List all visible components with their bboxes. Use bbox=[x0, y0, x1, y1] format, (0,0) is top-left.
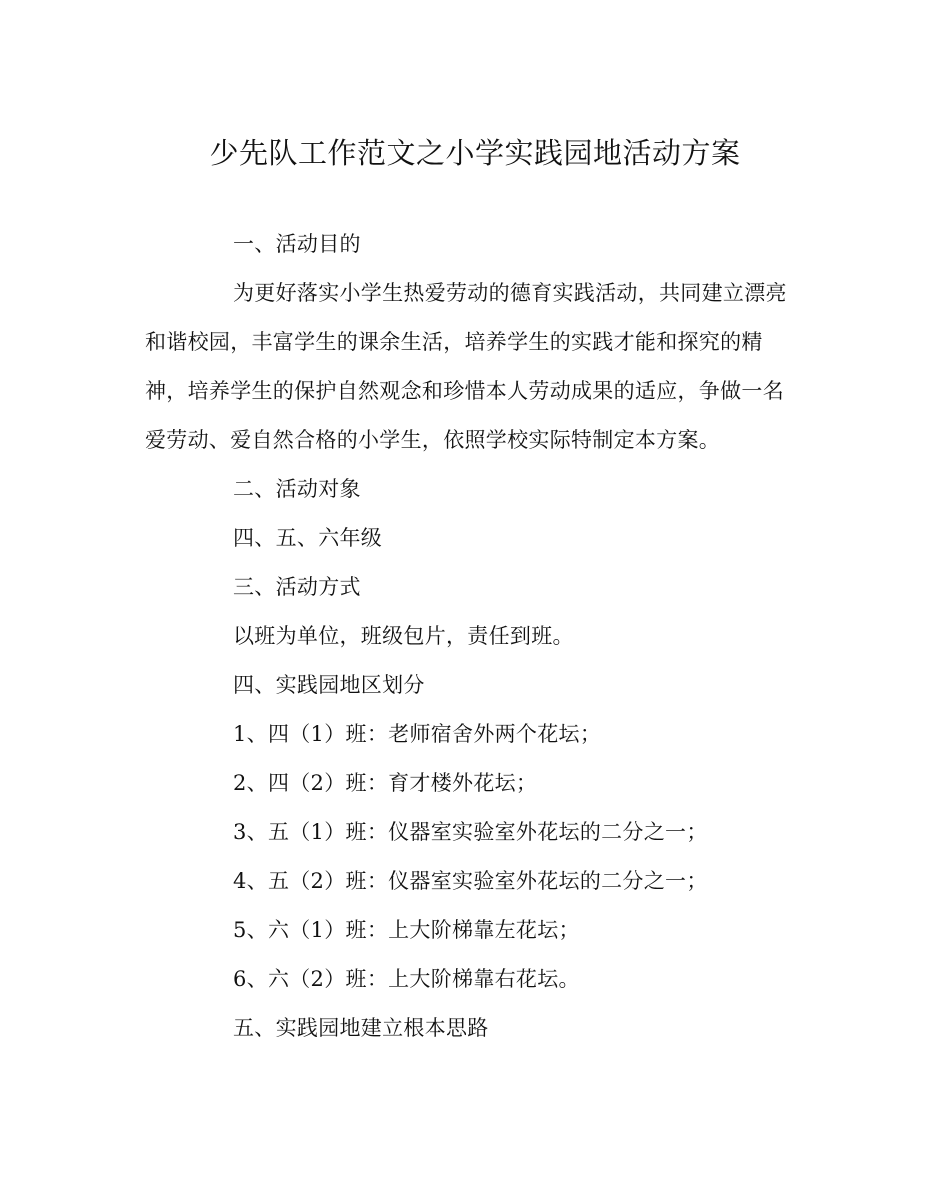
paragraph-line: 爱劳动、爱自然合格的小学生，依照学校实际特制定本方案。 bbox=[145, 428, 721, 452]
section-heading-division: 四、实践园地区划分 bbox=[233, 673, 425, 697]
division-item: 2、四（2）班：育才楼外花坛； bbox=[233, 771, 538, 795]
document-title: 少先队工作范文之小学实践园地活动方案 bbox=[209, 136, 741, 170]
division-item: 6、六（2）班：上大阶梯靠右花坛。 bbox=[233, 967, 580, 991]
division-item: 4、五（2）班：仪器室实验室外花坛的二分之一； bbox=[233, 869, 708, 893]
section-heading-ideas: 五、实践园地建立根本思路 bbox=[233, 1016, 489, 1040]
paragraph-line: 神，培养学生的保护自然观念和珍惜本人劳动成果的适应，争做一名 bbox=[145, 379, 784, 403]
target-text: 四、五、六年级 bbox=[233, 526, 383, 550]
division-item: 5、六（1）班：上大阶梯靠左花坛； bbox=[233, 918, 580, 942]
section-heading-target: 二、活动对象 bbox=[233, 477, 361, 501]
section-heading-purpose: 一、活动目的 bbox=[233, 232, 361, 256]
division-item: 3、五（1）班：仪器室实验室外花坛的二分之一； bbox=[233, 820, 708, 844]
document-body bbox=[145, 220, 800, 1053]
method-text: 以班为单位，班级包片，责任到班。 bbox=[233, 624, 574, 648]
section-heading-method: 三、活动方式 bbox=[233, 575, 361, 599]
division-item: 1、四（1）班：老师宿舍外两个花坛； bbox=[233, 722, 602, 746]
paragraph-line: 为更好落实小学生热爱劳动的德育实践活动，共同建立漂亮 bbox=[233, 281, 787, 305]
purpose-paragraph bbox=[145, 269, 800, 465]
paragraph-line: 和谐校园，丰富学生的课余生活，培养学生的实践才能和探究的精 bbox=[145, 330, 763, 354]
